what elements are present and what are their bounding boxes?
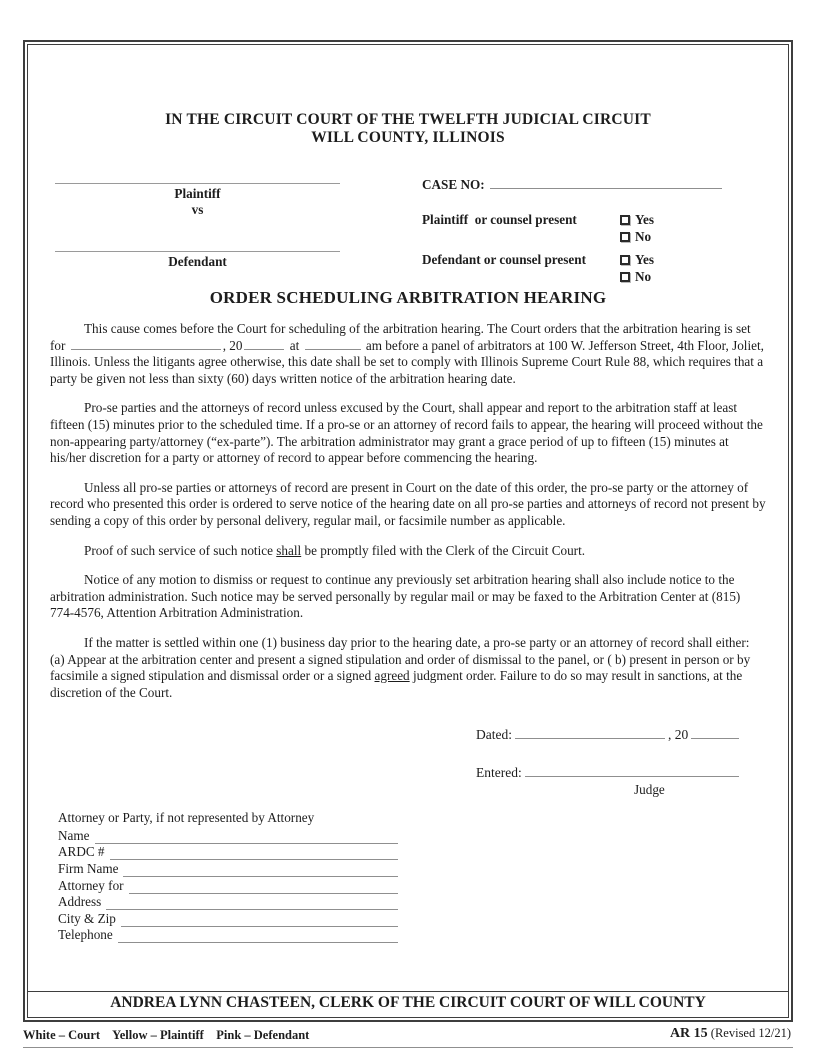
plaintiff-present-no-checkbox[interactable] bbox=[620, 232, 630, 242]
attorney-for-blank[interactable] bbox=[129, 882, 398, 894]
defendant-present-yes-label: Yes bbox=[635, 251, 655, 267]
attorney-ardc-label: ARDC # bbox=[58, 844, 105, 860]
dated-row bbox=[476, 727, 766, 743]
signature-block bbox=[476, 727, 766, 798]
attorney-name-label: Name bbox=[58, 827, 90, 843]
attorney-firm-label: Firm Name bbox=[58, 861, 119, 877]
entered-row bbox=[476, 765, 766, 781]
judge-label: Judge bbox=[634, 782, 665, 798]
attorney-cityzip-blank[interactable] bbox=[121, 915, 398, 927]
attorney-telephone-label: Telephone bbox=[58, 927, 113, 943]
p4-underlined-shall: shall bbox=[276, 542, 302, 558]
p1-text-c: at bbox=[286, 337, 303, 353]
case-no-row bbox=[422, 177, 722, 193]
dated-date-blank[interactable] bbox=[515, 727, 665, 739]
form-number-code: AR 15 bbox=[669, 1026, 708, 1041]
p4-text-a: Proof of such service of such notice bbox=[84, 542, 277, 558]
attorney-cityzip-label: City & Zip bbox=[58, 910, 116, 926]
judge-signature-blank[interactable] bbox=[525, 765, 739, 777]
defendant-present-yes-row bbox=[620, 251, 654, 268]
copy-distribution-text: White – Court Yellow – Plaintiff Pink – Defendant bbox=[23, 1028, 310, 1042]
form-content bbox=[27, 44, 789, 1018]
plaintiff-label: Plaintiff bbox=[174, 186, 221, 201]
defendant-present-label: Defendant or counsel present bbox=[422, 252, 586, 267]
attorney-address-label: Address bbox=[58, 894, 102, 910]
paragraph-hearing-schedule bbox=[50, 321, 766, 387]
p1-text-d: am before a panel of arbitrators at 100 W. Jefferson Street, 4th Floor, Joliet, Illinois. Unless the litigants agree otherwise, this date shall be set to comply with Illinois Supreme Court Rule 88, which requires that a party be given not less than sixty (60) days written notice of the arbitration hearing date. bbox=[50, 337, 764, 386]
attorney-block-heading: Attorney or Party, if not represented by Attorney bbox=[58, 810, 315, 826]
case-caption bbox=[50, 171, 766, 286]
hearing-time-blank[interactable] bbox=[305, 338, 361, 350]
attorney-address-row bbox=[58, 894, 398, 911]
entered-label: Entered: bbox=[476, 765, 522, 781]
attorney-firm-blank[interactable] bbox=[123, 865, 398, 877]
dated-label: Dated: bbox=[476, 727, 512, 743]
attorney-block bbox=[58, 810, 766, 943]
paragraph-notice-service: Unless all pro-se parties or attorneys of record are present in Court on the date of this order, the pro-se party or the attorney of record who presented this order is ordered to serve notice of the hearing date on all pro-se parties and attorneys of record not present by sending a copy of this order by personal delivery, regular mail, or facsimile number as applicable. bbox=[50, 479, 766, 528]
attorney-address-blank[interactable] bbox=[106, 898, 398, 910]
attorney-firm-row bbox=[58, 860, 398, 877]
plaintiff-present-options bbox=[620, 211, 654, 245]
distribution-strip bbox=[23, 1026, 793, 1048]
defendant-present-no-label: No bbox=[635, 268, 652, 284]
plaintiff-present-no-label: No bbox=[635, 228, 652, 244]
form-number bbox=[670, 1026, 791, 1042]
attorney-ardc-row bbox=[58, 844, 398, 861]
judge-row bbox=[476, 782, 766, 798]
attorney-cityzip-row bbox=[58, 910, 398, 927]
p4-text-c: be promptly filed with the Clerk of the Circuit Court. bbox=[301, 542, 586, 558]
attorney-for-row bbox=[58, 877, 398, 894]
attorney-name-row bbox=[58, 827, 398, 844]
attorney-telephone-blank[interactable] bbox=[118, 931, 398, 943]
defendant-present-no-checkbox[interactable] bbox=[620, 272, 630, 282]
defendant-label: Defendant bbox=[168, 254, 227, 269]
attorney-ardc-blank[interactable] bbox=[110, 848, 398, 860]
plaintiff-present-label: Plaintiff or counsel present bbox=[422, 212, 577, 227]
plaintiff-present-yes-checkbox[interactable] bbox=[620, 215, 630, 225]
paragraph-motion-notice: Notice of any motion to dismiss or request to continue any previously set arbitration hearing shall also include notice to the arbitration administration. Such notice may be served personally by regular mail or may be faxed to the Arbitration Center at (815) 774-4576, Attention Arbitration Administration. bbox=[50, 572, 741, 621]
court-name-line1: IN THE CIRCUIT COURT OF THE TWELFTH JUDICIAL CIRCUIT bbox=[165, 111, 651, 128]
court-header bbox=[50, 111, 766, 147]
plaintiff-present-yes-row bbox=[620, 211, 654, 228]
paragraph-appearance: Pro-se parties and the attorneys of record unless excused by the Court, shall appear and report to the arbitration staff at least fifteen (15) minutes prior to the scheduled time. If a pro-se or an attorney of record fails to appear, the hearing will proceed without the non-appearing party/attorney (“ex-parte”). The arbitration administrator may grant a grace period of up to fifteen (15) minutes at his/her discretion for a party or attorney of record to appear before commencing the hearing. bbox=[50, 400, 763, 466]
dated-year-blank[interactable] bbox=[691, 727, 739, 739]
paragraph-settlement bbox=[50, 635, 766, 701]
p6-text-c: judgment order. Failure to do so may result in sanctions, at the discretion of the Court. bbox=[50, 668, 743, 700]
hearing-date-blank[interactable] bbox=[71, 338, 221, 350]
attorney-for-label: Attorney for bbox=[58, 877, 124, 893]
case-no-blank[interactable] bbox=[490, 177, 722, 189]
hearing-year-blank[interactable] bbox=[244, 338, 284, 350]
defendant-present-options bbox=[620, 251, 654, 285]
case-no-label: CASE NO: bbox=[422, 177, 485, 192]
paragraph-proof-of-service bbox=[50, 543, 766, 560]
attorney-telephone-row bbox=[58, 927, 398, 944]
form-title: ORDER SCHEDULING ARBITRATION HEARING bbox=[209, 288, 607, 307]
plaintiff-present-yes-label: Yes bbox=[635, 211, 655, 227]
defendant-name-blank[interactable] bbox=[55, 251, 340, 252]
plaintiff-name-blank[interactable] bbox=[55, 183, 340, 184]
p6-underlined-agreed: agreed bbox=[374, 668, 410, 684]
p1-text-b: , 20 bbox=[222, 337, 243, 353]
vs-label: vs bbox=[191, 202, 204, 217]
page-border-frame bbox=[23, 40, 793, 1022]
defendant-present-yes-checkbox[interactable] bbox=[620, 255, 630, 265]
p1-text-a: This cause comes before the Court for scheduling of the arbitration hearing. The Court orders that the arbitration hearing is set for bbox=[50, 321, 751, 353]
form-revision-text: (Revised 12/21) bbox=[707, 1026, 791, 1040]
court-name-line2: WILL COUNTY, ILLINOIS bbox=[311, 129, 505, 146]
defendant-present-no-row bbox=[620, 268, 654, 285]
clerk-banner: ANDREA LYNN CHASTEEN, CLERK OF THE CIRCUIT COURT OF WILL COUNTY bbox=[28, 991, 788, 1017]
p6-text-a: If the matter is settled within one (1) business day prior to the hearing date, a pro-se party or an attorney of record shall either: (a) Appear at the arbitration center and present a signed stipulation and order of dismissal to the panel, or ( b) present in person or by facsimile a signed stipulation and dismissal order or a signed bbox=[50, 634, 751, 684]
dated-year-prefix: , 20 bbox=[668, 727, 689, 743]
plaintiff-present-no-row bbox=[620, 228, 654, 245]
attorney-name-blank[interactable] bbox=[95, 832, 399, 844]
